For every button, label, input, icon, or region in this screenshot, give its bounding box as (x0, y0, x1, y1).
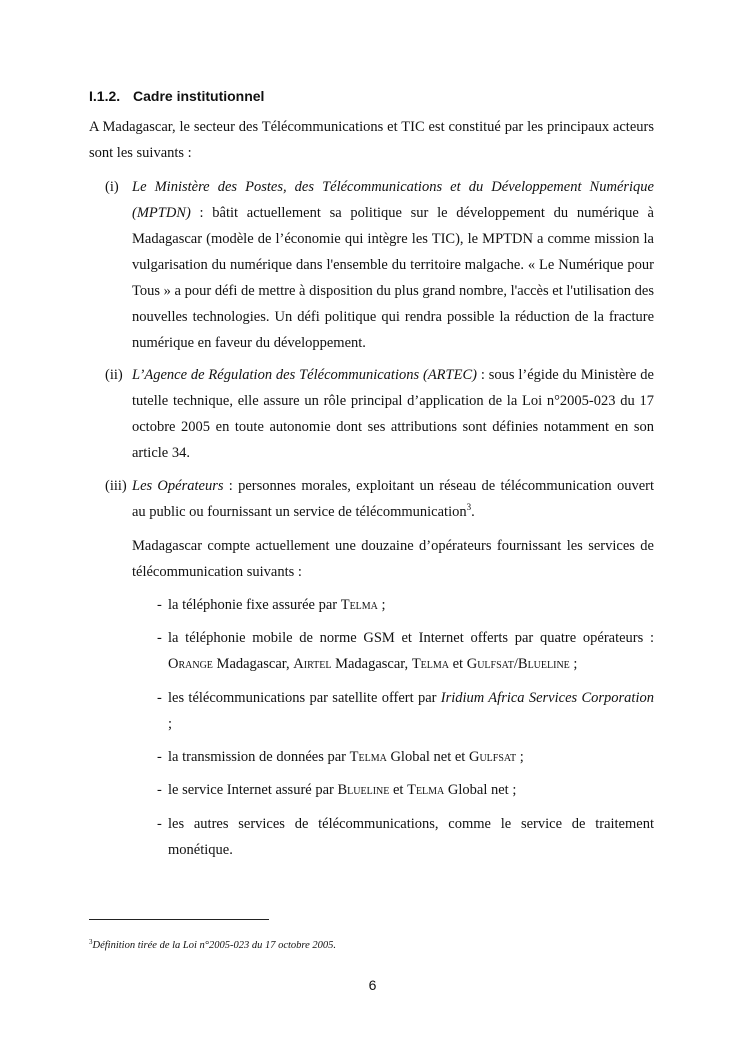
list-item-artec (105, 362, 654, 466)
footnote-marker: 3 (89, 938, 93, 946)
intro-paragraph: A Madagascar, le secteur des Télécommunications et TIC est constitué par les principaux acteurs sont les suivants : (89, 119, 654, 161)
section-title: Cadre institutionnel (133, 88, 265, 104)
section-heading (89, 88, 264, 104)
text-run: la téléphonie mobile de norme GSM et Internet offerts par quatre opérateurs : (168, 630, 654, 646)
artec-title: L’Agence de Régulation des Télécommunications (ARTEC) (132, 367, 477, 383)
bullet-text: les autres services de télécommunications, comme le service de traitement monétique. (168, 816, 654, 858)
operator-name: Iridium Africa Services Corporation (440, 690, 654, 706)
text-run: / (513, 656, 518, 672)
operators-title: Les Opérateurs (132, 478, 224, 494)
bullet-text (168, 744, 654, 770)
operator-name: Telma (340, 597, 378, 613)
list-item-body (132, 473, 654, 525)
text-run: Madagascar, (331, 656, 412, 672)
bullet-data-transmission (157, 744, 654, 770)
bullet-mobile-telephony (157, 625, 654, 677)
text-run: ; (168, 716, 173, 732)
bullet-text (168, 592, 654, 618)
bullet-satellite (157, 685, 654, 737)
operators-text-end: . (471, 504, 475, 520)
text-run: Madagascar, (212, 656, 294, 672)
text-run: la transmission de données par (168, 749, 350, 765)
operator-name: Telma (349, 749, 387, 765)
bullet-dash: - (157, 749, 162, 765)
ministry-title: Le Ministère des Postes, des Télécommunications et du Développement Numérique (MPTDN) (132, 179, 654, 221)
bullet-dash: - (157, 597, 162, 613)
text-run: la téléphonie fixe assurée par (168, 597, 341, 613)
bullet-text (168, 685, 654, 737)
section-number: I.1.2. (89, 88, 121, 104)
text-run: et (389, 782, 408, 798)
list-item-label: (iii) (105, 478, 127, 494)
text-run: les télécommunications par satellite offert par (168, 690, 441, 706)
operator-name: Blueline (517, 656, 570, 672)
bullet-other-services (157, 811, 654, 863)
list-item-label: (ii) (105, 367, 123, 383)
footnote-text: Définition tirée de la Loi n°2005-023 du 17 octobre 2005. (92, 940, 337, 951)
list-item-operators (105, 473, 654, 525)
operator-name: Orange (168, 656, 213, 672)
ministry-text: : bâtit actuellement sa politique sur le développement du numérique à Madagascar (modèle de l’économie qui intègre les TIC), le MPTDN a comme mission la vulgarisation du numérique dans l'ensemble du territoire malgache. « Le Numérique pour Tous » a pour défi de mettre à disposition du plus grand nombre, l'accès et l'utilisation des nouvelles technologies. Un défi politique qui rendra possible la réduction de la fracture numérique en faveur du développement. (132, 205, 654, 351)
text-run: Global net ; (444, 782, 517, 798)
list-item-body (132, 362, 654, 466)
bullet-internet (157, 777, 654, 803)
bullet-dash: - (157, 690, 162, 706)
bullet-fixed-telephony (157, 592, 654, 618)
artec-text: : sous l’égide du Ministère de tutelle technique, elle assure un rôle principal d’application de la Loi n°2005-023 du 17 octobre 2005 en toute autonomie dont ses attributions sont définies notamment en son article 34. (132, 367, 654, 461)
bullet-dash: - (157, 630, 162, 646)
text-run: Global net et (386, 749, 469, 765)
operator-name: Airtel (293, 656, 332, 672)
footnote-separator (89, 919, 269, 920)
text-run: ; (516, 749, 524, 765)
text-run: ; (377, 597, 386, 613)
bullet-text (168, 625, 654, 677)
operators-intro-paragraph: Madagascar compte actuellement une douzaine d’opérateurs fournissant les services de télécommunication suivants : (132, 538, 654, 580)
operator-name: Telma (411, 656, 449, 672)
bullet-dash: - (157, 782, 162, 798)
list-item-ministry (105, 174, 654, 356)
operators-text: : personnes morales, exploitant un réseau de télécommunication ouvert au public ou fournissant un service de télécommunication (132, 478, 654, 520)
bullet-dash: - (157, 816, 162, 832)
text-run: le service Internet assuré par (168, 782, 338, 798)
list-item-body (132, 174, 654, 356)
text-run: ; (569, 656, 578, 672)
text-run: et (449, 656, 467, 672)
operator-name: Gulfsat (468, 749, 517, 765)
operator-name: Blueline (337, 782, 390, 798)
operator-name: Gulfsat (466, 656, 514, 672)
footnote (89, 940, 336, 951)
list-item-label: (i) (105, 179, 119, 195)
operator-name: Telma (407, 782, 445, 798)
footnote-ref: 3 (466, 502, 472, 512)
bullet-text (168, 777, 654, 803)
page-number: 6 (368, 977, 377, 993)
